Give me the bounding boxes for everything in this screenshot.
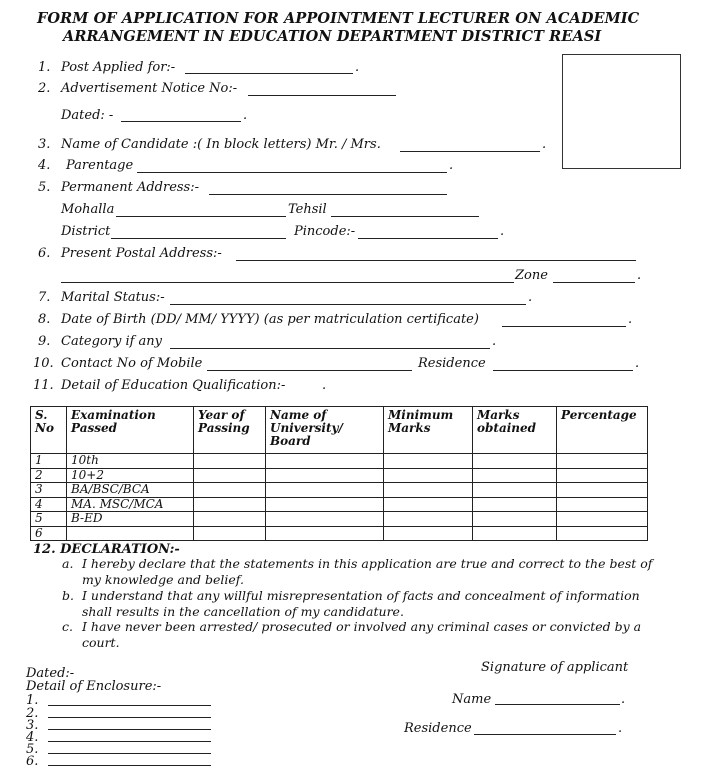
residence-line[interactable]	[474, 734, 616, 735]
category-label: Category if any	[61, 334, 163, 349]
cell-min-marks[interactable]	[384, 526, 473, 541]
enclosure-number: 4.	[26, 730, 39, 745]
enclosure-line[interactable]	[48, 753, 211, 754]
cell-percentage[interactable]	[557, 483, 648, 498]
name-line[interactable]	[495, 704, 620, 705]
declaration-item-b: I understand that any willful misrepresentation of facts and concealment of information shall results in the cancellation of my candidature.	[82, 588, 640, 619]
residence-phone-label: Residence	[418, 356, 486, 371]
cell-percentage[interactable]	[557, 526, 648, 541]
dated-line[interactable]	[121, 121, 241, 122]
cell-marks[interactable]	[473, 468, 557, 483]
field-number: 5.	[38, 180, 51, 195]
cell-percentage[interactable]	[557, 512, 648, 527]
enclosure-number: 2.	[26, 706, 39, 721]
signature-label: Signature of applicant	[481, 660, 629, 675]
row-exam	[67, 526, 194, 541]
enclosure-line[interactable]	[48, 765, 211, 766]
pincode-line[interactable]	[358, 238, 498, 239]
cell-min-marks[interactable]	[384, 468, 473, 483]
mohalla-line[interactable]	[116, 216, 286, 217]
field-number: 2.	[38, 81, 51, 96]
field-number: 8.	[38, 312, 51, 327]
field-number: 1.	[38, 60, 51, 75]
form-title-line-2: ARRANGEMENT IN EDUCATION DEPARTMENT DISTRICT REASI	[63, 28, 602, 45]
marital-status-line[interactable]	[170, 304, 526, 305]
field-end: .	[542, 137, 547, 152]
residence-phone-line[interactable]	[493, 370, 633, 371]
notice-line[interactable]	[248, 95, 396, 96]
education-table	[30, 406, 648, 541]
candidate-name-label: Name of Candidate :( In block letters) Mr. / Mrs.	[61, 137, 381, 152]
dob-label: Date of Birth (DD/ MM/ YYYY) (as per matriculation certificate)	[61, 312, 479, 327]
row-exam: MA. MSC/MCA	[67, 497, 194, 512]
permanent-address-line[interactable]	[209, 194, 447, 195]
field-end: .	[618, 721, 623, 736]
table-row	[31, 526, 648, 541]
declaration-label: a.	[62, 556, 74, 571]
form-title-line-1: FORM OF APPLICATION FOR APPOINTMENT LECTURER ON ACADEMIC	[37, 10, 640, 27]
cell-year[interactable]	[194, 483, 266, 498]
declaration-item-c: I have never been arrested/ prosecuted or involved any criminal cases or convicted by a court.	[82, 619, 642, 650]
field-end: .	[449, 158, 454, 173]
cell-marks[interactable]	[473, 497, 557, 512]
residence-label: Residence	[404, 721, 472, 736]
tehsil-label: Tehsil	[288, 202, 327, 217]
row-exam: BA/BSC/BCA	[67, 483, 194, 498]
table-row	[31, 512, 648, 527]
notice-label: Advertisement Notice No:-	[61, 81, 238, 96]
name-label: Name	[452, 692, 492, 707]
field-number: 9.	[38, 334, 51, 349]
mohalla-label: Mohalla	[61, 202, 115, 217]
cell-university[interactable]	[266, 483, 384, 498]
cell-min-marks[interactable]	[384, 483, 473, 498]
row-exam: B-ED	[67, 512, 194, 527]
cell-percentage[interactable]	[557, 497, 648, 512]
pincode-label: Pincode:-	[294, 224, 356, 239]
cell-min-marks[interactable]	[384, 454, 473, 469]
field-end: .	[355, 60, 360, 75]
enclosure-line[interactable]	[48, 729, 211, 730]
cell-university[interactable]	[266, 454, 384, 469]
cell-university[interactable]	[266, 497, 384, 512]
enclosure-line[interactable]	[48, 741, 211, 742]
row-sno: 4	[31, 497, 67, 512]
cell-year[interactable]	[194, 512, 266, 527]
present-address-label: Present Postal Address:-	[61, 246, 222, 261]
declaration-item-a: I hereby declare that the statements in this application are true and correct to the best of my knowledge and belief.	[82, 556, 653, 587]
header-year: Year of Passing	[194, 407, 266, 454]
zone-label: Zone	[515, 268, 548, 283]
field-number: 10.	[33, 356, 54, 371]
table-row	[31, 497, 648, 512]
district-line[interactable]	[111, 238, 286, 239]
cell-year[interactable]	[194, 526, 266, 541]
header-min-marks: Minimum Marks	[384, 407, 473, 454]
row-sno: 6	[31, 526, 67, 541]
table-header-row	[31, 407, 648, 454]
photo-box	[562, 54, 681, 169]
cell-percentage[interactable]	[557, 454, 648, 469]
cell-university[interactable]	[266, 468, 384, 483]
cell-marks[interactable]	[473, 526, 557, 541]
field-end: .	[492, 334, 497, 349]
enclosure-number: 6.	[26, 754, 39, 769]
field-number: 7.	[38, 290, 51, 305]
mobile-line[interactable]	[207, 370, 412, 371]
field-number: 3.	[38, 137, 51, 152]
post-applied-label: Post Applied for:-	[61, 60, 176, 75]
row-sno: 1	[31, 454, 67, 469]
row-exam: 10+2	[67, 468, 194, 483]
field-end: .	[243, 108, 248, 123]
cell-year[interactable]	[194, 468, 266, 483]
row-sno: 5	[31, 512, 67, 527]
dated-label: Dated: -	[61, 108, 114, 123]
present-address-line-2[interactable]	[61, 282, 514, 283]
field-end: .	[500, 224, 505, 239]
marital-status-label: Marital Status:-	[61, 290, 165, 305]
enclosure-line[interactable]	[48, 717, 211, 718]
enclosure-number: 5.	[26, 742, 39, 757]
cell-min-marks[interactable]	[384, 497, 473, 512]
header-percentage: Percentage	[557, 407, 648, 454]
cell-marks[interactable]	[473, 512, 557, 527]
cell-min-marks[interactable]	[384, 512, 473, 527]
field-number: 4.	[38, 158, 51, 173]
cell-marks[interactable]	[473, 483, 557, 498]
header-exam: Examination Passed	[67, 407, 194, 454]
cell-marks[interactable]	[473, 454, 557, 469]
permanent-address-label: Permanent Address:-	[61, 180, 199, 195]
field-end: .	[637, 268, 642, 283]
header-sno: S. No	[31, 407, 67, 454]
parentage-label: Parentage	[66, 158, 134, 173]
zone-line[interactable]	[553, 282, 635, 283]
parentage-line[interactable]	[137, 172, 447, 173]
field-number: 11.	[33, 378, 54, 393]
footer-dated-label: Dated:-	[26, 666, 75, 681]
cell-year[interactable]	[194, 454, 266, 469]
present-address-line[interactable]	[236, 260, 636, 261]
field-number: 6.	[38, 246, 51, 261]
enclosure-number: 3.	[26, 718, 39, 733]
field-end: .	[635, 356, 640, 371]
enclosure-label: Detail of Enclosure:-	[26, 679, 162, 694]
enclosure-line[interactable]	[48, 705, 211, 706]
field-end: .	[528, 290, 533, 305]
cell-university[interactable]	[266, 526, 384, 541]
dob-line[interactable]	[502, 326, 626, 327]
tehsil-line[interactable]	[331, 216, 479, 217]
table-row	[31, 454, 648, 469]
row-sno: 3	[31, 483, 67, 498]
education-label: Detail of Education Qualification:-	[61, 378, 286, 393]
field-end: .	[628, 312, 633, 327]
declaration-title: 12. DECLARATION:-	[33, 542, 180, 557]
cell-university[interactable]	[266, 512, 384, 527]
post-applied-line[interactable]	[185, 73, 353, 74]
row-exam: 10th	[67, 454, 194, 469]
enclosure-number: 1.	[26, 693, 39, 708]
header-university: Name of University/ Board	[266, 407, 384, 454]
table-row	[31, 468, 648, 483]
field-end: .	[322, 378, 327, 393]
cell-year[interactable]	[194, 497, 266, 512]
candidate-name-line[interactable]	[400, 151, 540, 152]
cell-percentage[interactable]	[557, 468, 648, 483]
category-line[interactable]	[170, 348, 490, 349]
declaration-label: c.	[62, 619, 73, 634]
field-end: .	[621, 692, 626, 707]
district-label: District	[61, 224, 111, 239]
table-row	[31, 483, 648, 498]
header-marks-obtained: Marks obtained	[473, 407, 557, 454]
row-sno: 2	[31, 468, 67, 483]
mobile-label: Contact No of Mobile	[61, 356, 203, 371]
declaration-label: b.	[62, 588, 74, 603]
